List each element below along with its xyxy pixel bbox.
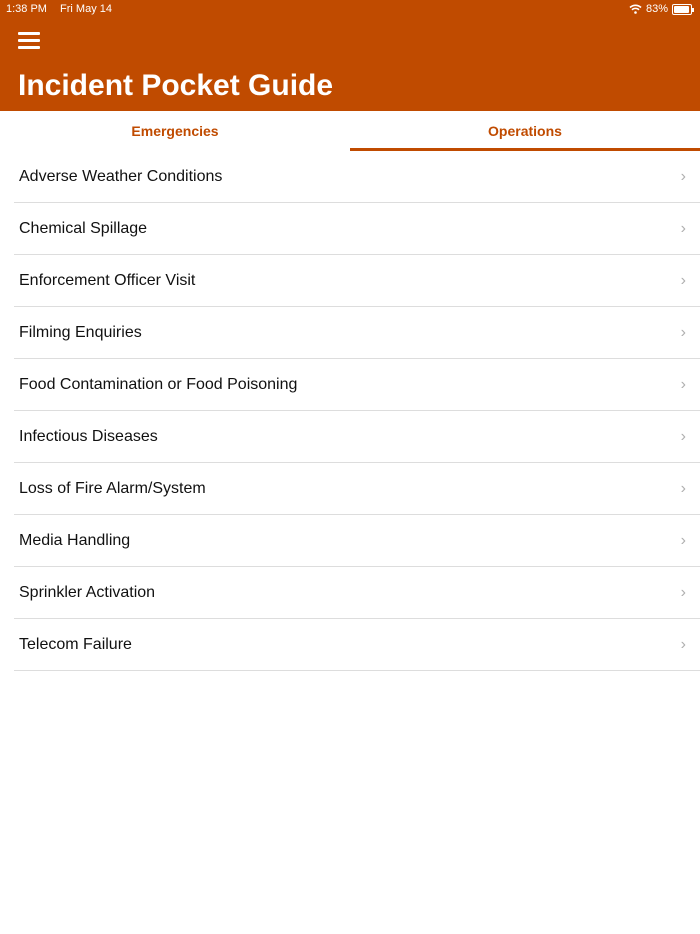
list-item-label: Filming Enquiries — [19, 323, 142, 341]
chevron-right-icon: › — [680, 271, 686, 289]
list-item[interactable] — [14, 255, 700, 307]
status-time: 1:38 PM — [6, 3, 47, 15]
chevron-right-icon: › — [680, 219, 686, 237]
hamburger-menu-icon[interactable] — [18, 32, 40, 50]
tab-emergencies[interactable]: Emergencies — [131, 123, 219, 139]
chevron-right-icon: › — [680, 427, 686, 445]
list-item-label: Adverse Weather Conditions — [19, 167, 223, 185]
list-item-label: Infectious Diseases — [19, 427, 158, 445]
list-item-label: Chemical Spillage — [19, 219, 148, 237]
list-item-label: Loss of Fire Alarm/System — [19, 479, 206, 497]
list-item-label: Media Handling — [19, 531, 131, 549]
list-item-label: Telecom Failure — [19, 635, 132, 653]
list-item-label: Food Contamination or Food Poisoning — [19, 375, 298, 393]
list-item[interactable] — [14, 463, 700, 515]
app-header — [0, 0, 700, 111]
list-item[interactable] — [14, 151, 700, 203]
list-item[interactable] — [14, 411, 700, 463]
wifi-icon — [629, 4, 642, 14]
list-item[interactable] — [14, 359, 700, 411]
chevron-right-icon: › — [680, 323, 686, 341]
status-bar — [0, 0, 700, 18]
list-item[interactable] — [14, 307, 700, 359]
list-item-label: Sprinkler Activation — [19, 583, 156, 601]
battery-percentage: 83% — [645, 3, 668, 15]
list-item[interactable] — [14, 203, 700, 255]
tab-operations[interactable]: Operations — [350, 111, 700, 151]
list-item[interactable] — [14, 619, 700, 671]
battery-icon — [672, 4, 692, 15]
chevron-right-icon: › — [680, 635, 686, 653]
page-title: Incident Pocket Guide — [18, 69, 334, 102]
chevron-right-icon: › — [680, 531, 686, 549]
tab-bar — [0, 111, 700, 151]
chevron-right-icon: › — [680, 479, 686, 497]
chevron-right-icon: › — [680, 375, 686, 393]
chevron-right-icon: › — [680, 583, 686, 601]
list-item[interactable] — [14, 515, 700, 567]
list-item-label: Enforcement Officer Visit — [19, 271, 196, 289]
list-item[interactable] — [14, 567, 700, 619]
incident-list — [14, 151, 700, 671]
status-date: Fri May 14 — [60, 3, 112, 15]
chevron-right-icon: › — [680, 167, 686, 185]
